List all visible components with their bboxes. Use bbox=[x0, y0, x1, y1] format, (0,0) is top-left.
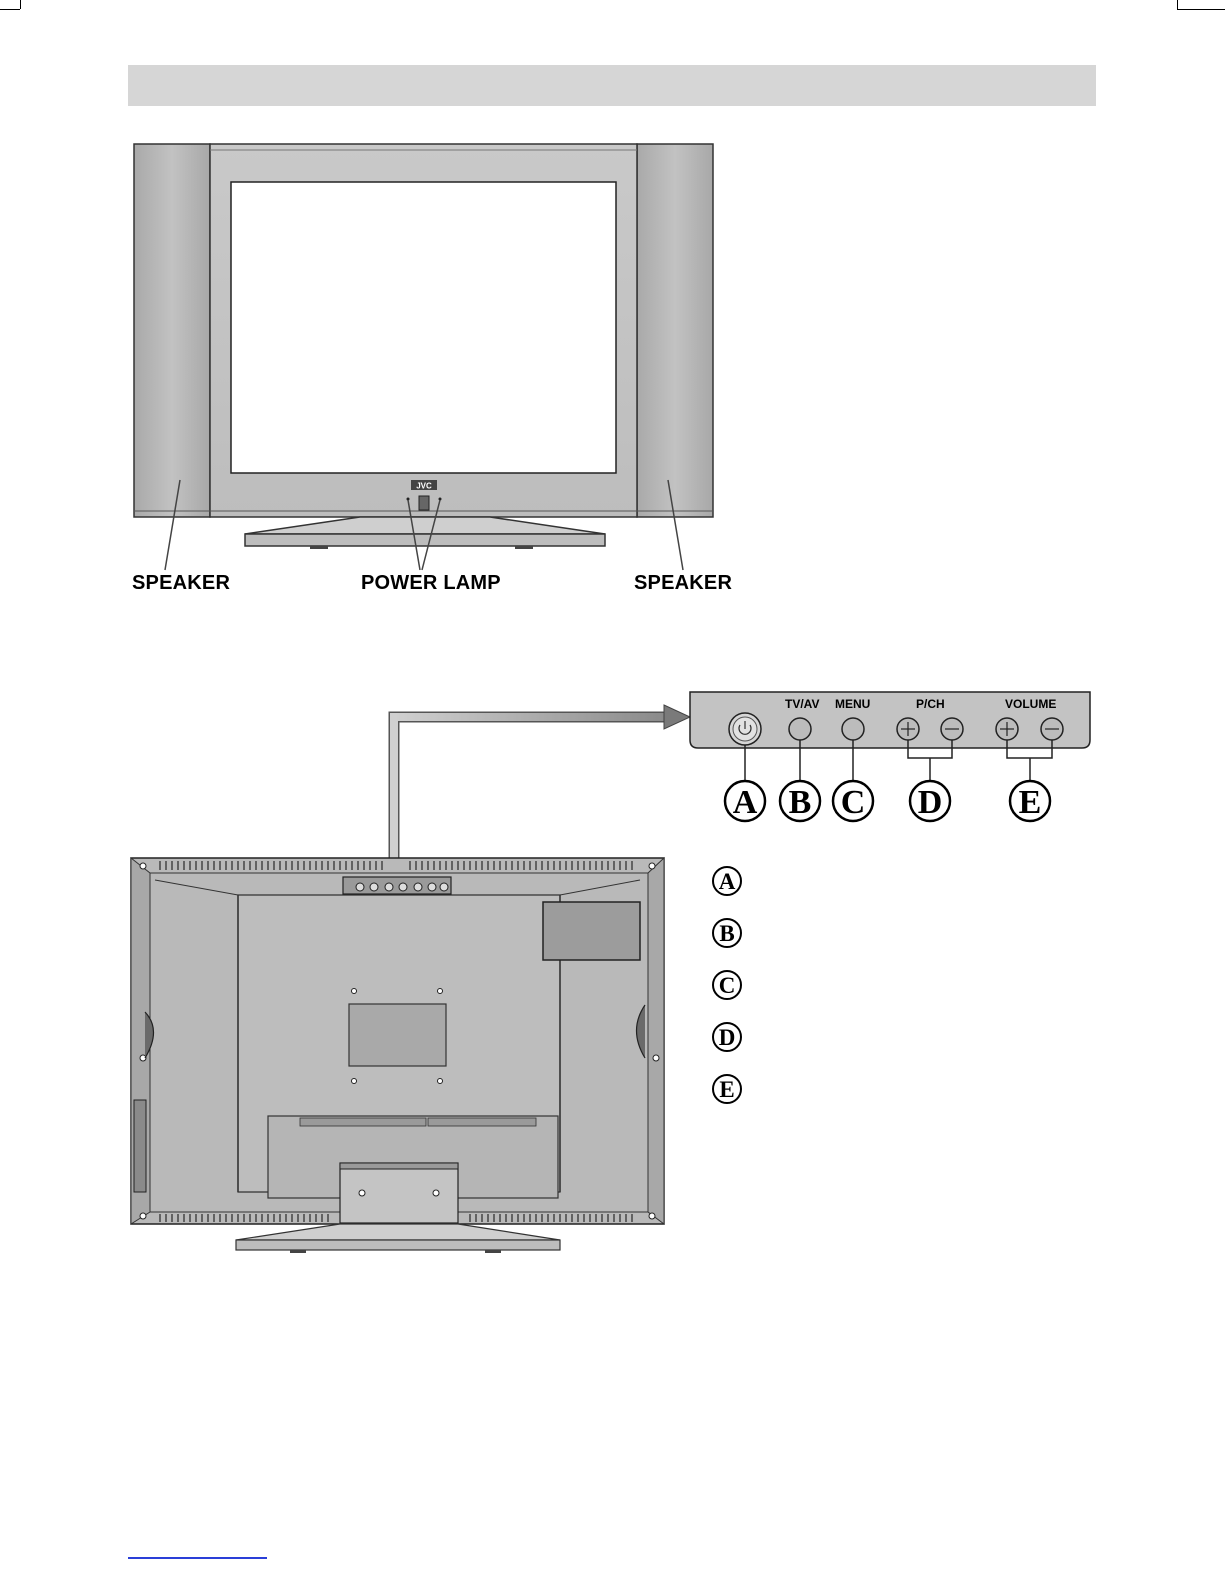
jvc-logo-text: JVC bbox=[416, 481, 432, 491]
menu-label: MENU bbox=[835, 697, 871, 711]
legend-e: E bbox=[719, 1077, 735, 1102]
callout-a: A bbox=[732, 784, 758, 821]
legend-a: A bbox=[718, 869, 736, 894]
menu-button bbox=[842, 718, 864, 740]
legend-c: C bbox=[718, 973, 736, 998]
volume-label: VOLUME bbox=[1005, 697, 1057, 711]
tv-rear-view bbox=[131, 858, 664, 1253]
speaker-right-label: SPEAKER bbox=[634, 572, 733, 594]
speaker-left-label: SPEAKER bbox=[132, 572, 231, 594]
callout-d: D bbox=[917, 784, 943, 821]
vesa-plate bbox=[349, 1004, 446, 1066]
terminal-box bbox=[543, 902, 640, 960]
callout-c: C bbox=[840, 784, 866, 821]
power-lamp bbox=[419, 496, 429, 510]
rear-stand-base bbox=[236, 1240, 560, 1250]
left-speaker bbox=[134, 144, 210, 517]
stand-top bbox=[245, 517, 605, 534]
tv-av-label: TV/AV bbox=[785, 697, 820, 711]
right-speaker bbox=[637, 144, 713, 517]
power-lamp-label: POWER LAMP bbox=[361, 572, 501, 594]
tv-av-button bbox=[789, 718, 811, 740]
callout-b: B bbox=[788, 784, 812, 821]
screen bbox=[231, 182, 616, 473]
rear-stand-neck bbox=[340, 1163, 458, 1223]
legend-d: D bbox=[718, 1025, 736, 1050]
legend-b: B bbox=[719, 921, 735, 946]
stand-base bbox=[245, 534, 605, 546]
callout-e: E bbox=[1018, 784, 1042, 821]
p-ch-label: P/CH bbox=[916, 697, 945, 711]
footer-link-underline bbox=[128, 1557, 267, 1559]
